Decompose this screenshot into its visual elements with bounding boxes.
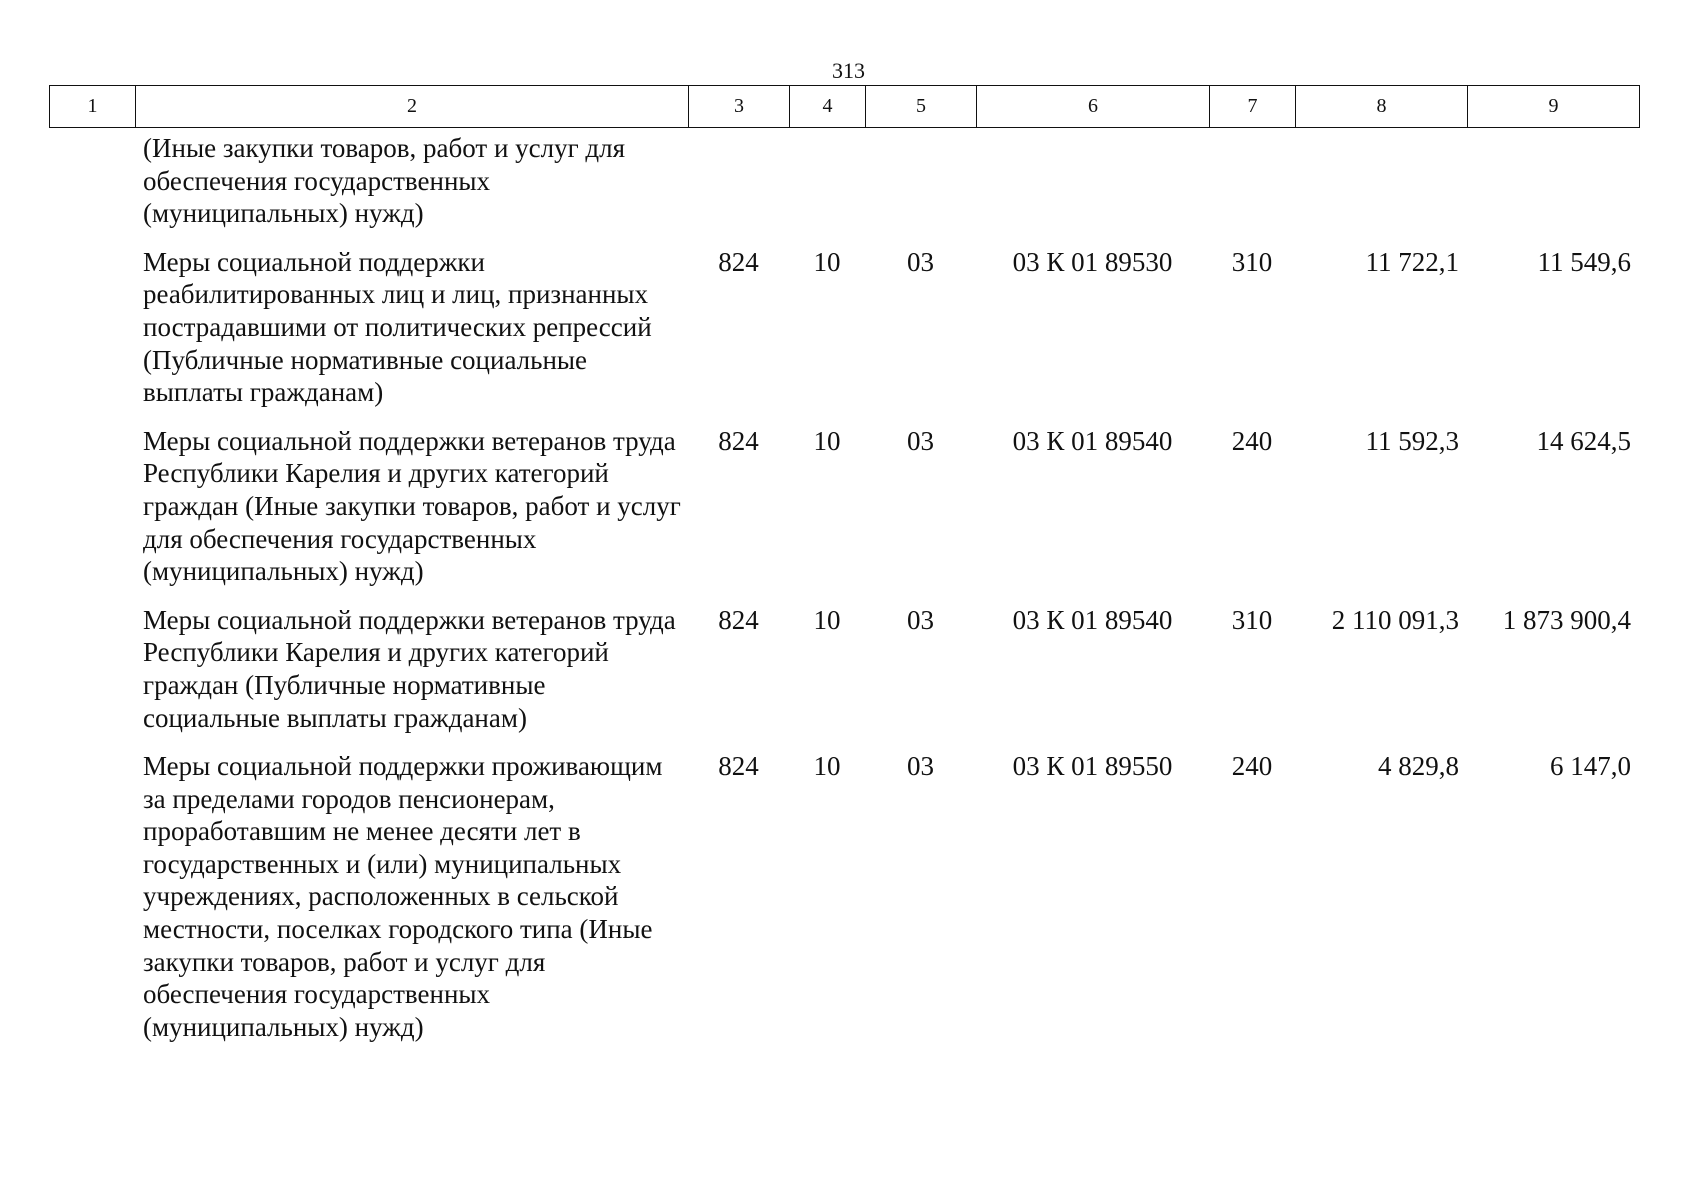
row-empty-cell bbox=[49, 750, 135, 1059]
column-number-7: 7 bbox=[1210, 86, 1296, 128]
column-number-9: 9 bbox=[1468, 86, 1640, 128]
amount-col-8: 11 592,3 bbox=[1365, 425, 1459, 456]
row-description: Меры социальной поддержки реабилитированных лиц и лиц, признанных пострадавшими от политических репрессий (Публичные нормативные социальные выплаты гражданам) bbox=[143, 246, 652, 408]
row-empty-cell bbox=[49, 425, 135, 604]
section-code: 10 bbox=[813, 604, 841, 635]
row-empty-cell bbox=[49, 246, 135, 425]
column-number-8: 8 bbox=[1296, 86, 1468, 128]
amount-col-9: 11 549,6 bbox=[1537, 246, 1631, 277]
column-header-table bbox=[49, 85, 1640, 128]
row-empty-cell bbox=[49, 604, 135, 750]
amount-col-8: 11 722,1 bbox=[1365, 246, 1459, 277]
target-article-code: 03 К 01 89550 bbox=[1012, 751, 1173, 782]
expense-type-code: 310 bbox=[1231, 604, 1273, 635]
subsection-code: 03 bbox=[907, 246, 934, 277]
admin-code: 824 bbox=[718, 604, 759, 635]
row-empty-cell bbox=[49, 132, 135, 246]
subsection-code: 03 bbox=[907, 604, 934, 635]
column-number-5: 5 bbox=[866, 86, 977, 128]
column-number-1: 1 bbox=[50, 86, 136, 128]
page-number: 313 bbox=[832, 58, 865, 83]
amount-col-8: 2 110 091,3 bbox=[1331, 604, 1459, 635]
column-number-3: 3 bbox=[689, 86, 790, 128]
subsection-code bbox=[865, 132, 976, 246]
target-article-code bbox=[976, 132, 1209, 246]
table-row bbox=[49, 750, 1639, 1059]
amount-col-8: 4 829,8 bbox=[1378, 751, 1459, 782]
table-row bbox=[49, 604, 1639, 750]
budget-table bbox=[49, 132, 1639, 1059]
table-row bbox=[49, 246, 1639, 425]
target-article-code: 03 К 01 89540 bbox=[1012, 425, 1173, 456]
section-code: 10 bbox=[813, 425, 841, 456]
amount-col-9: 6 147,0 bbox=[1550, 751, 1631, 782]
row-description: (Иные закупки товаров, работ и услуг для обеспечения государственных (муниципальных) нужд) bbox=[143, 133, 626, 229]
amount-col-9: 1 873 900,4 bbox=[1502, 604, 1631, 635]
column-number-row bbox=[50, 86, 1640, 128]
admin-code: 824 bbox=[718, 246, 759, 277]
column-number-4: 4 bbox=[790, 86, 866, 128]
expense-type-code: 310 bbox=[1231, 246, 1273, 277]
column-number-2: 2 bbox=[136, 86, 689, 128]
admin-code bbox=[688, 132, 789, 246]
column-number-6: 6 bbox=[977, 86, 1210, 128]
expense-type-code bbox=[1209, 132, 1295, 246]
section-code: 10 bbox=[813, 751, 841, 782]
row-description: Меры социальной поддержки ветеранов труда Республики Карелия и других категорий граждан (Иные закупки товаров, работ и услуг для обеспечения государственных (муниципальных) нужд) bbox=[143, 425, 681, 587]
admin-code: 824 bbox=[718, 751, 759, 782]
expense-type-code: 240 bbox=[1231, 425, 1273, 456]
section-code bbox=[789, 132, 865, 246]
subsection-code: 03 bbox=[907, 751, 934, 782]
amount-col-9: 14 624,5 bbox=[1536, 425, 1631, 456]
target-article-code: 03 К 01 89530 bbox=[1012, 246, 1173, 277]
expense-type-code: 240 bbox=[1231, 751, 1273, 782]
subsection-code: 03 bbox=[907, 425, 934, 456]
table-row bbox=[49, 425, 1639, 604]
amount-col-8 bbox=[1295, 132, 1467, 246]
target-article-code: 03 К 01 89540 bbox=[1012, 604, 1173, 635]
table-row bbox=[49, 132, 1639, 246]
amount-col-9 bbox=[1467, 132, 1639, 246]
row-description: Меры социальной поддержки проживающим за пределами городов пенсионерам, проработавшим не менее десяти лет в государственных и (или) муниципальных учреждениях, расположенных в сельской местности, поселках городского типа (Иные закупки товаров, работ и услуг для обеспечения государственных (муниципальных) нужд) bbox=[143, 751, 663, 1042]
row-description: Меры социальной поддержки ветеранов труда Республики Карелия и других категорий граждан (Публичные нормативные социальные выплаты гражданам) bbox=[143, 604, 676, 733]
admin-code: 824 bbox=[718, 425, 759, 456]
section-code: 10 bbox=[813, 246, 841, 277]
